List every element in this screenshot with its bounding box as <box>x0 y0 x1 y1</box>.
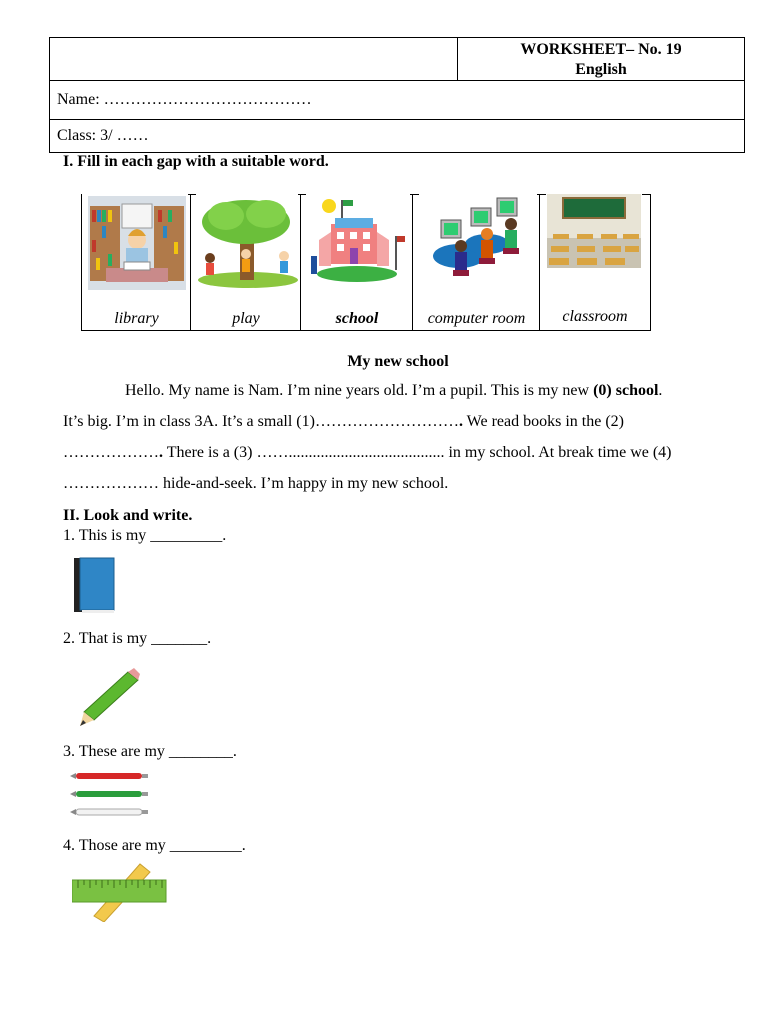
book-icon <box>72 556 116 614</box>
word-cell-classroom <box>539 194 651 331</box>
worksheet-number: WORKSHEET– No. 19 <box>520 41 682 58</box>
library-picture <box>88 196 186 290</box>
tree-play-picture <box>196 194 298 290</box>
pens-icon <box>70 770 150 820</box>
look-write-item-3[interactable]: 3. These are my ________. <box>63 743 237 760</box>
word-cell-school <box>300 194 413 331</box>
story-line-1c: . <box>658 382 663 399</box>
pencil-icon <box>78 668 142 728</box>
header-title-cell <box>458 38 745 81</box>
rulers-icon <box>72 860 168 922</box>
story-title: My new school <box>347 353 449 370</box>
story-line-3 <box>63 444 672 462</box>
word-cell-library <box>81 194 191 331</box>
class-label: Class: 3/ …… <box>57 127 149 144</box>
word-cell-play <box>190 194 301 331</box>
header-blank-cell <box>50 38 458 81</box>
school-building-picture <box>307 196 407 288</box>
worksheet-header-table <box>49 37 745 153</box>
story-line-1 <box>125 382 662 400</box>
classroom-picture <box>547 194 641 268</box>
word-cell-computer-room <box>412 194 540 331</box>
name-row[interactable] <box>50 81 745 120</box>
story-example-answer: (0) school <box>593 382 659 399</box>
story-line-3c: There is a (3) ……....................................... in my school. At break time we (4) <box>163 444 672 461</box>
gap-1-period: . <box>458 413 463 430</box>
word-label-library: library <box>114 310 159 327</box>
story-line-4: ……………… hide-and-seek. I’m happy in my new school. <box>63 475 449 492</box>
section1-heading: I. Fill in each gap with a suitable word. <box>63 153 329 170</box>
gap-2[interactable]: ……………… <box>63 444 159 461</box>
look-write-item-1[interactable]: 1. This is my _________. <box>63 527 227 544</box>
word-label-classroom: classroom <box>562 308 628 325</box>
story-line-1a: Hello. My name is Nam. I’m nine years old. I’m a pupil. This is my new <box>125 382 594 399</box>
gap-1[interactable]: It’s big. I’m in class 3A. It’s a small (1)……………………… <box>63 413 459 430</box>
subject-name: English <box>575 61 627 78</box>
word-picture-strip <box>81 194 651 331</box>
computer-room-picture <box>427 194 527 290</box>
word-label-play: play <box>232 310 260 327</box>
look-write-item-2[interactable]: 2. That is my _______. <box>63 630 212 647</box>
look-write-item-4[interactable]: 4. Those are my _________. <box>63 837 246 854</box>
story-line-2 <box>63 413 624 431</box>
word-label-school: school <box>335 310 379 327</box>
class-row[interactable] <box>50 120 745 153</box>
section2-heading: II. Look and write. <box>63 507 193 524</box>
story-line-2c: We read books in the (2) <box>462 413 625 430</box>
gap-2-period: . <box>159 444 163 461</box>
name-label: Name: ………………………………… <box>57 91 312 108</box>
word-label-computer-room: computer room <box>427 310 526 327</box>
